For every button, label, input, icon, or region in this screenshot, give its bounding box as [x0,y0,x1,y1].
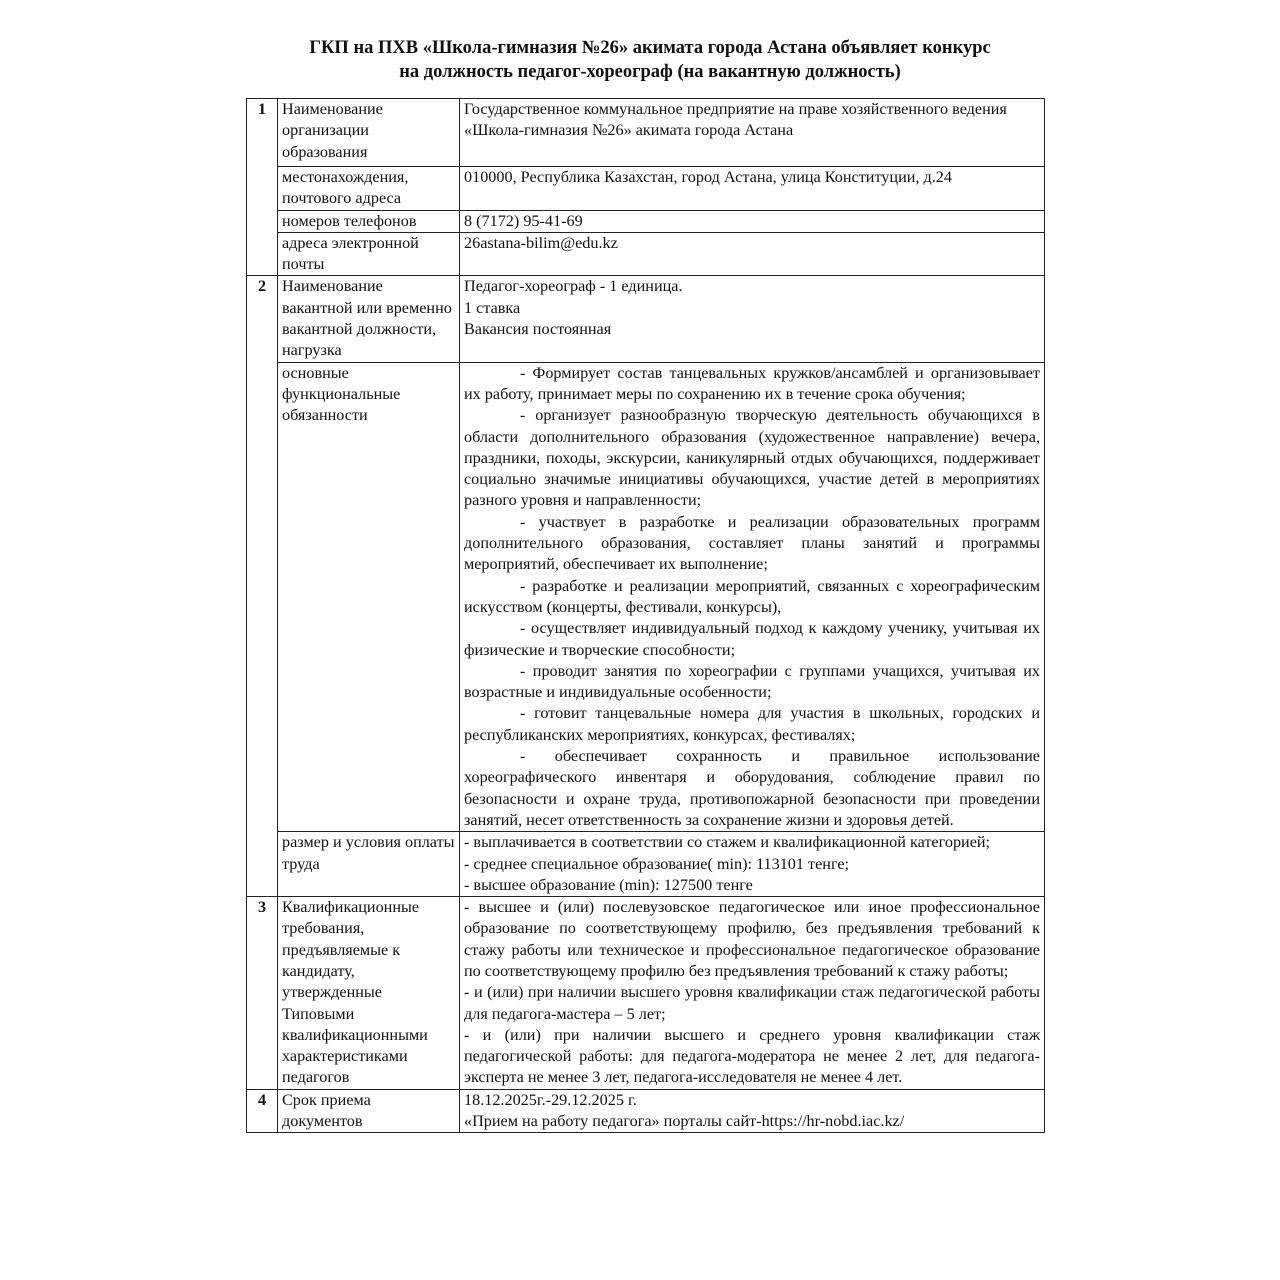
phones-value: 8 (7172) 95-41-69 [460,210,1045,232]
duty-item: - разработке и реализации мероприятий, связанных с хореографическим искусством (концерты, фестивали, конкурсы), [464,576,1040,616]
table-row [247,167,1045,211]
title-line-1: ГКП на ПХВ «Школа-гимназия №26» акимата города Астана объявляет конкурс [309,38,991,58]
duty-item: - обеспечивает сохранность и правильное использование хореографического инвентаря и оборудования, соблюдение правил по безопасности и охране труда, противопожарной безопасности при проведении занятий, несет ответственность за сохранение жизни и здоровья детей. [464,747,1040,829]
position-value [460,276,1045,362]
qualification-value [460,897,1045,1090]
duty-item: - осуществляет индивидуальный подход к каждому ученику, учитывая их физические и творческие способности; [464,619,1040,659]
section-number: 2 [247,276,278,897]
duty-item: - организует разнообразную творческую деятельность обучающихся в области дополнительного образования (художественное направление) вечера, праздники, походы, экскурсии, каникулярный отдых обучающихся, поддерживает социально значимые инициативы обучающихся, участие детей в мероприятиях разного уровня и направленности; [464,406,1040,510]
phones-label: номеров телефонов [278,210,460,232]
vacancy-table [246,98,1045,1133]
duty-item: - Формирует состав танцевальных кружков/ансамблей и организовывает их работу, принимает меры по сохранению их в течение срока обучения; [464,363,1040,403]
table-row [247,99,1045,167]
position-line: 1 ставка [464,298,521,317]
duties-value [460,362,1045,832]
qualification-label: Квалификационные требования, предъявляемые к кандидату, утвержденные Типовыми квалификационными характеристиками педагогов [278,897,460,1090]
deadline-dates: 18.12.2025г.-29.12.2025 г. [464,1090,637,1109]
salary-line: - среднее специальное образование( min): 113101 тенге; [464,854,850,873]
table-row [247,276,1045,362]
position-line: Вакансия постоянная [464,320,612,339]
page-title [200,36,1100,84]
salary-value [460,832,1045,897]
duty-item: - проводит занятия по хореографии с группами учащихся, учитывая их возрастные и индивидуальные особенности; [464,661,1040,702]
duty-item: - готовит танцевальные номера для участия в школьных, городских и республиканских мероприятиях, конкурсах, фестивалях; [464,704,1040,744]
salary-line: - выплачивается в соответствии со стажем и квалификационной категорией; [464,833,991,852]
section-number: 4 [247,1089,278,1133]
salary-line: - высшее образование (min): 127500 тенге [464,875,753,894]
salary-label: размер и условия оплаты труда [278,832,460,897]
deadline-label: Срок приема документов [278,1089,460,1133]
position-line: Педагог-хореограф - 1 единица. [464,277,683,296]
table-row [247,832,1045,897]
deadline-portal: «Прием на работу педагога» порталы сайт-https://hr-nobd.iac.kz/ [464,1112,905,1131]
table-row [247,362,1045,832]
deadline-value [460,1089,1045,1133]
org-name-label: Наименование организации образования [278,99,460,167]
table-row [247,897,1045,1090]
qualification-item: - высшее и (или) послевузовское педагогическое или иное профессиональное образование по соответствующему профилю, без предъявления требований к стажу работы или техническое и профессиональное педагогическое образование по соответствующему профилю без предъявления требований к стажу работы; [464,898,1040,980]
address-label: местонахождения, почтового адреса [278,167,460,211]
duties-label: основные функциональные обязанности [278,362,460,832]
table-row [247,1089,1045,1133]
table-row [247,232,1045,276]
org-name-value: Государственное коммунальное предприятие на праве хозяйственного ведения «Школа-гимназия №26» акимата города Астана [460,99,1045,167]
qualification-item: - и (или) при наличии высшего и среднего уровня квалификации стаж педагогической работы: для педагога-модератора не менее 2 лет, для педагога-эксперта не менее 3 лет, педагога-исследователя не менее 4 лет. [464,1025,1040,1087]
section-number: 1 [247,99,278,276]
position-label: Наименование вакантной или временно вакантной должности, нагрузка [278,276,460,362]
table-row [247,210,1045,232]
email-label: адреса электронной почты [278,232,460,276]
section-number: 3 [247,897,278,1090]
qualification-item: - и (или) при наличии высшего уровня квалификации стаж педагогической работы для педагога-мастера – 5 лет; [464,983,1040,1023]
title-line-2: на должность педагог-хореограф (на вакантную должность) [399,62,901,82]
address-value: 010000, Республика Казахстан, город Астана, улица Конституции, д.24 [460,167,1045,211]
duty-item: - участвует в разработке и реализации образовательных программ дополнительного образования, составляет планы занятий и программы мероприятий, обеспечивает их выполнение; [464,512,1040,574]
email-value: 26astana-bilim@edu.kz [460,232,1045,276]
